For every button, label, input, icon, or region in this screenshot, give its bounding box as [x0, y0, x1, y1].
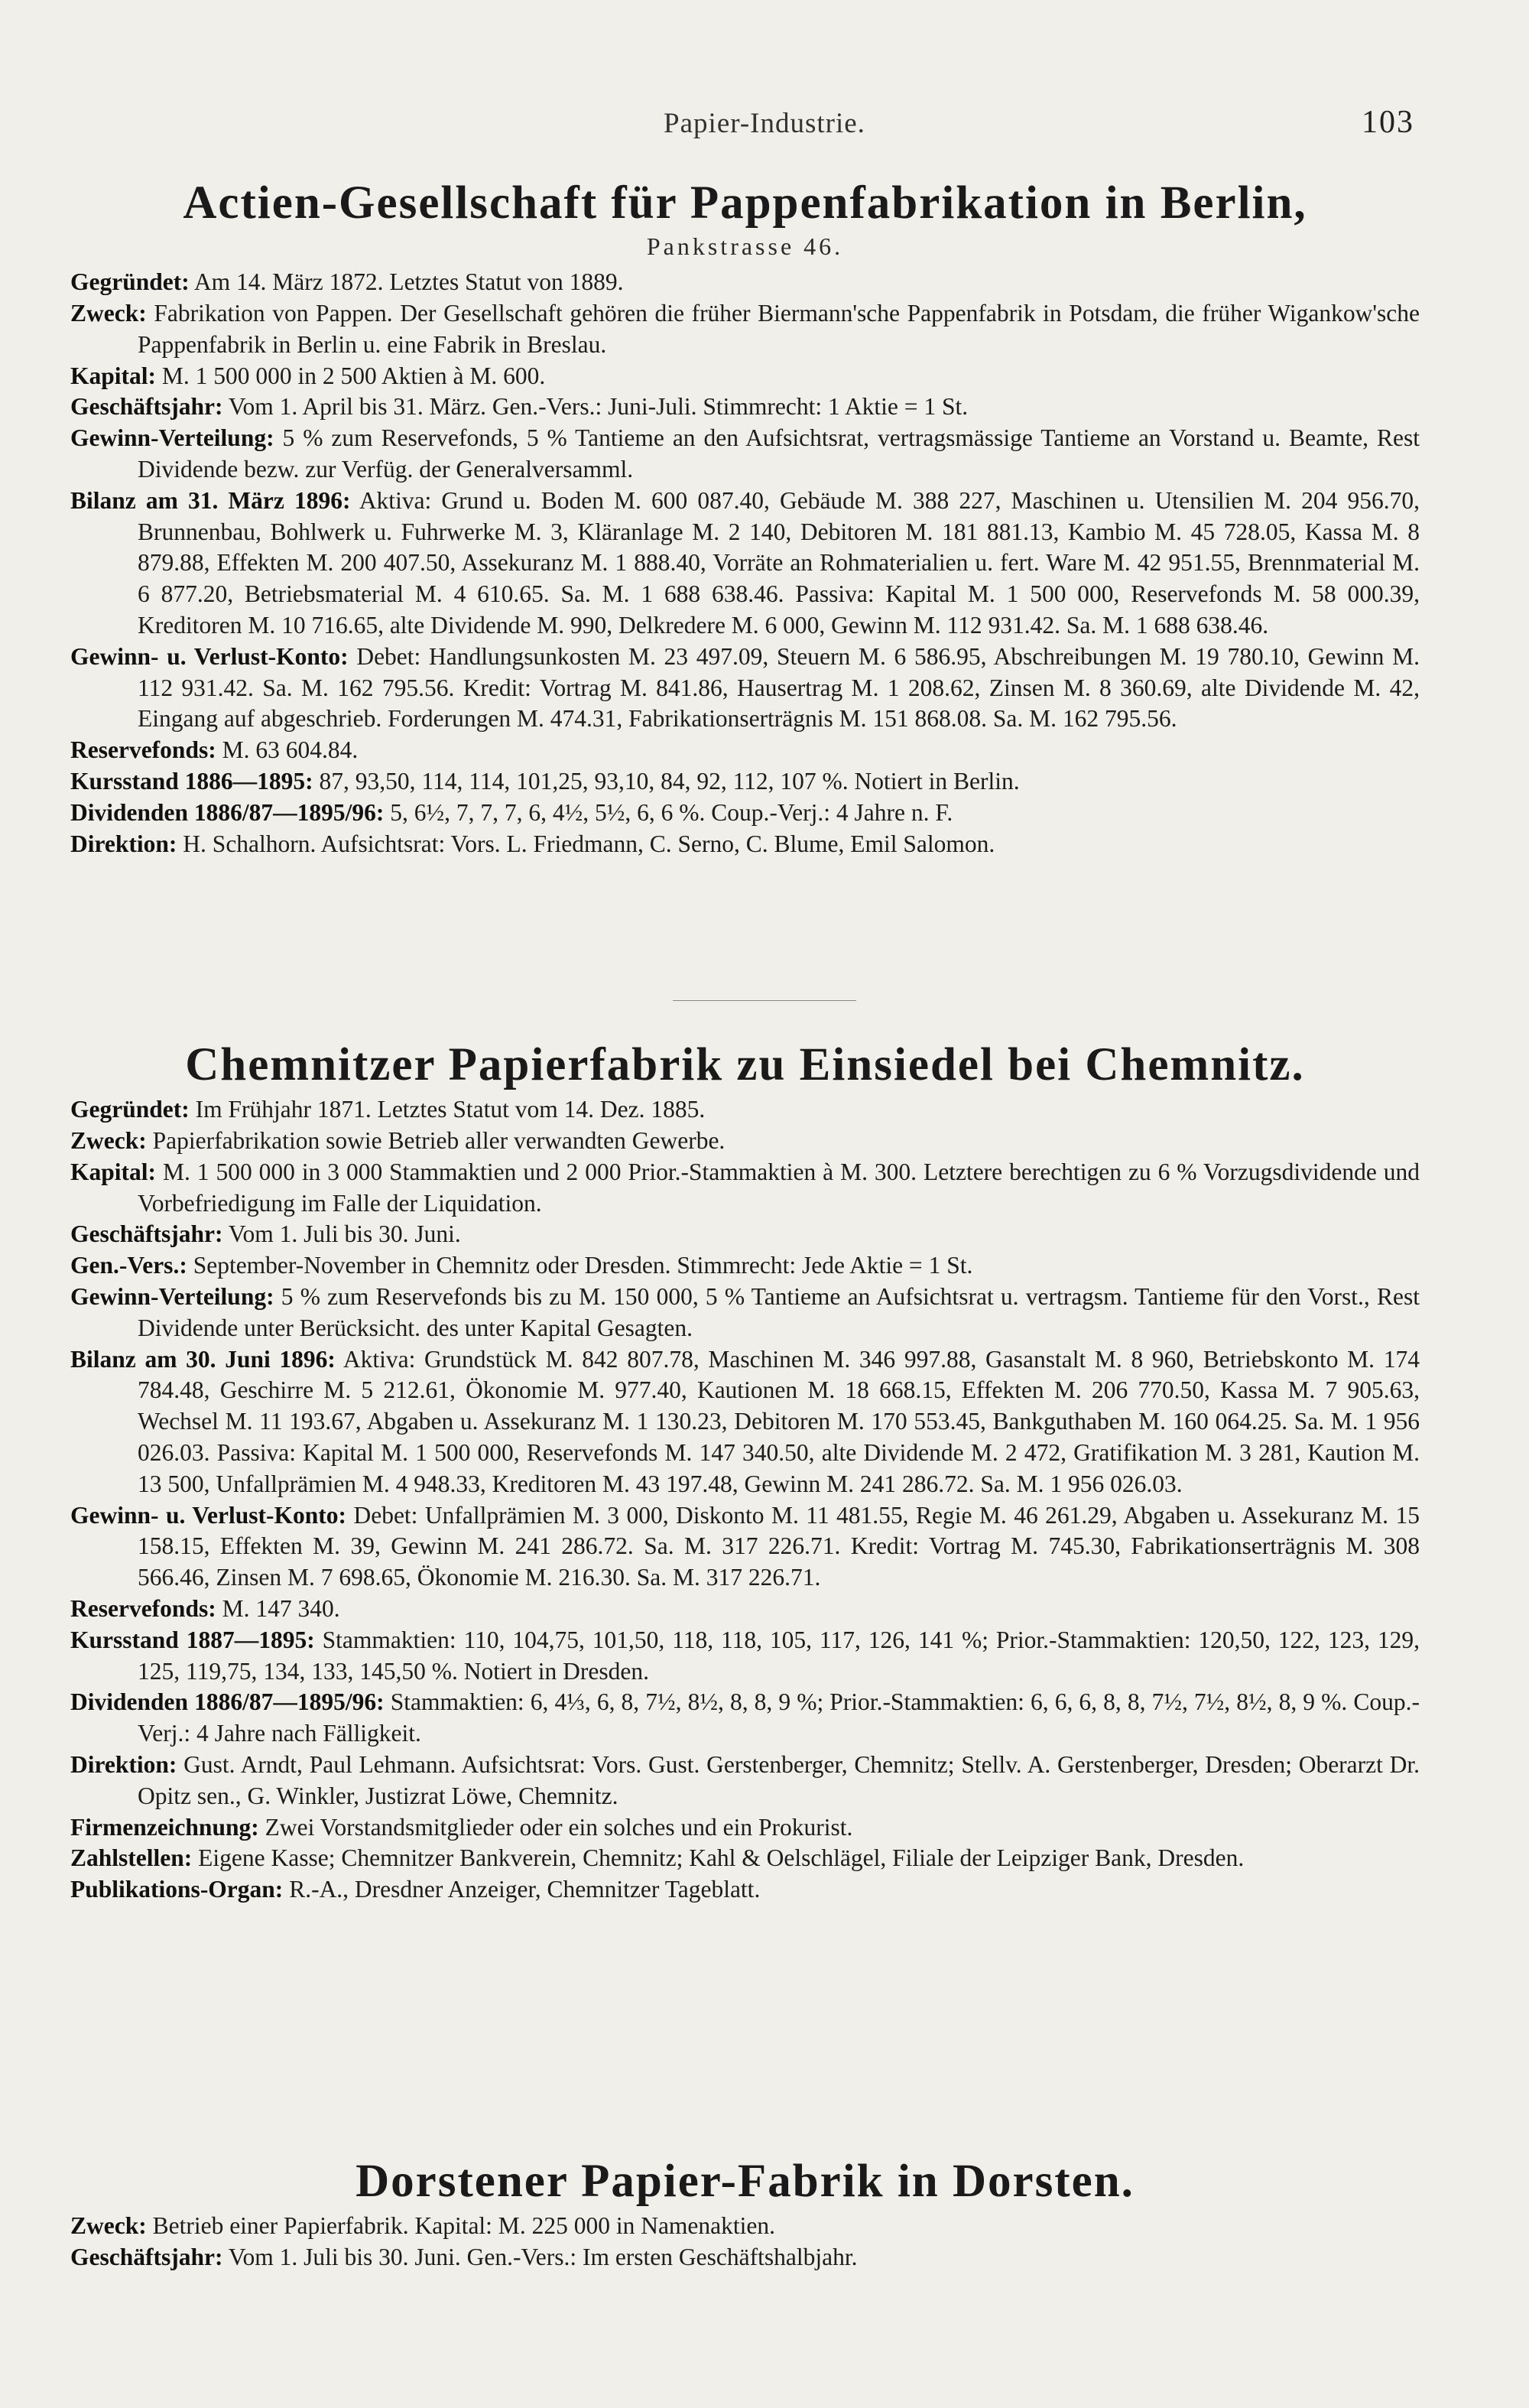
field-label: Gegründet:	[70, 1096, 190, 1123]
field-label: Geschäftsjahr:	[70, 2244, 223, 2271]
entry-paragraph	[70, 1500, 1420, 1594]
field-text: Debet: Handlungsunkosten M. 23 497.09, Steuern M. 6 586.95, Abschreibungen M. 19 780.10, Gewinn M. 112 931.42. Sa. M. 162 795.56. Kredit: Vortrag M. 841.86, Hausertrag M. 1 208.62, Zinsen M. 8 360.69, alte Dividende M. 42, Eingang auf abgeschrieb. Forderungen M. 474.31, Fabrikationserträgnis M. 151 868.08. Sa. M. 162 795.56.	[138, 642, 1420, 733]
entry-paragraph	[70, 1843, 1420, 1874]
field-label: Gen.-Vers.:	[70, 1252, 187, 1279]
entry-paragraph	[70, 267, 1420, 298]
field-label: Kursstand 1886—1895:	[70, 768, 313, 795]
field-text: Am 14. März 1872. Letztes Statut von 1889.	[189, 268, 624, 296]
field-label: Gewinn- u. Verlust-Konto:	[70, 642, 349, 670]
field-label: Zweck:	[70, 1127, 147, 1155]
entry-paragraph	[70, 735, 1420, 766]
field-text: Im Frühjahr 1871. Letztes Statut vom 14. Dez. 1885.	[189, 1096, 706, 1123]
field-label: Zweck:	[70, 2212, 147, 2240]
field-text: 5, 6½, 7, 7, 7, 6, 4½, 5½, 6, 6 %. Coup.-Verj.: 4 Jahre n. F.	[384, 798, 953, 826]
company-entry-berlin	[70, 174, 1420, 860]
field-label: Kursstand 1887—1895:	[70, 1626, 315, 1653]
entry-paragraph	[70, 1219, 1420, 1250]
field-label: Gewinn-Verteilung:	[70, 1283, 274, 1311]
field-text: M. 63 604.84.	[216, 736, 359, 764]
field-label: Gewinn- u. Verlust-Konto:	[70, 1501, 347, 1529]
entry-paragraph	[70, 1625, 1420, 1688]
page-number: 103	[1362, 105, 1414, 140]
company-title: Chemnitzer Papierfabrik zu Einsiedel bei Chemnitz.	[185, 1039, 1305, 1090]
entry-paragraph	[70, 423, 1420, 486]
field-text: Betrieb einer Papierfabrik. Kapital: M. 225 000 in Namenaktien.	[146, 2212, 775, 2240]
field-text: Stammaktien: 6, 4⅓, 6, 8, 7½, 8½, 8, 8, 9 %; Prior.-Stammaktien: 6, 6, 6, 8, 8, 7½, 7½, 8½, 8, 9 %. Coup.-Verj.: 4 Jahre nach Fälligkeit.	[138, 1688, 1420, 1747]
field-label: Bilanz am 31. März 1896:	[70, 486, 351, 514]
entry-paragraph	[70, 642, 1420, 735]
field-label: Firmenzeichnung:	[70, 1813, 259, 1841]
field-label: Gegründet:	[70, 268, 190, 296]
field-text: September-November in Chemnitz oder Dresden. Stimmrecht: Jede Aktie = 1 St.	[187, 1252, 973, 1279]
field-text: 5 % zum Reservefonds, 5 % Tantieme an den Aufsichtsrat, vertragsmässige Tantieme an Vorstand u. Beamte, Rest Dividende bezw. zur Verfüg. der Generalversamml.	[138, 424, 1420, 483]
field-label: Kapital:	[70, 1158, 157, 1185]
field-text: 87, 93,50, 114, 114, 101,25, 93,10, 84, 92, 112, 107 %. Notiert in Berlin.	[313, 768, 1020, 795]
field-text: Zwei Vorstandsmitglieder oder ein solches und ein Prokurist.	[258, 1813, 853, 1841]
entry-paragraph	[70, 1874, 1420, 1906]
entry-paragraph	[70, 298, 1420, 361]
company-entry-dorsten	[70, 2153, 1420, 2273]
field-label: Geschäftsjahr:	[70, 393, 223, 421]
field-text: Vom 1. April bis 31. März. Gen.-Vers.: Juni-Juli. Stimmrecht: 1 Aktie = 1 St.	[222, 393, 969, 421]
field-label: Publikations-Organ:	[70, 1876, 284, 1903]
field-label: Zahlstellen:	[70, 1844, 193, 1872]
entry-paragraph	[70, 2242, 1420, 2273]
entry-paragraph	[70, 2211, 1420, 2242]
entry-paragraph	[70, 1812, 1420, 1844]
field-text: 5 % zum Reservefonds bis zu M. 150 000, 5 % Tantieme an Aufsichtsrat u. vertragsm. Tantieme für den Vorst., Rest Dividende unter Berücksicht. des unter Kapital Gesagten.	[138, 1283, 1420, 1341]
field-text: Vom 1. Juli bis 30. Juni. Gen.-Vers.: Im ersten Geschäftshalbjahr.	[222, 2244, 858, 2271]
field-label: Reservefonds:	[70, 736, 216, 764]
field-text: M. 147 340.	[216, 1595, 340, 1622]
entry-paragraph	[70, 1594, 1420, 1625]
entry-paragraph	[70, 829, 1420, 860]
field-label: Reservefonds:	[70, 1595, 216, 1622]
entry-paragraph	[70, 361, 1420, 392]
section-divider	[673, 1000, 856, 1001]
field-label: Geschäftsjahr:	[70, 1220, 223, 1248]
field-text: M. 1 500 000 in 3 000 Stammaktien und 2 000 Prior.-Stammaktien à M. 300. Letztere berechtigen zu 6 % Vorzugsdividende und Vorbefriedigung im Falle der Liquidation.	[138, 1158, 1420, 1217]
field-text: Papierfabrikation sowie Betrieb aller verwandten Gewerbe.	[146, 1127, 726, 1155]
field-label: Gewinn-Verteilung:	[70, 424, 274, 452]
company-entry-chemnitz	[70, 1036, 1420, 1906]
field-text: Stammaktien: 110, 104,75, 101,50, 118, 118, 105, 117, 126, 141 %; Prior.-Stammaktien: 120,50, 122, 123, 129, 125, 119,75, 134, 133, 145,50 %. Notiert in Dresden.	[138, 1626, 1420, 1685]
entry-paragraph	[70, 1344, 1420, 1500]
field-label: Dividenden 1886/87—1895/96:	[70, 798, 385, 826]
entry-paragraph	[70, 392, 1420, 423]
entry-paragraph	[70, 1157, 1420, 1220]
running-head	[0, 107, 1529, 153]
company-title: Dorstener Papier-Fabrik in Dorsten.	[355, 2156, 1135, 2207]
field-text: Fabrikation von Pappen. Der Gesellschaft gehören die früher Biermann'sche Pappenfabrik in Potsdam, die früher Wigankow'sche Pappenfabrik in Berlin u. eine Fabrik in Breslau.	[138, 300, 1420, 358]
entry-paragraph	[70, 1250, 1420, 1282]
field-label: Direktion:	[70, 830, 177, 857]
entry-paragraph	[70, 766, 1420, 798]
running-title: Papier-Industrie.	[664, 108, 865, 139]
field-text: H. Schalhorn. Aufsichtsrat: Vors. L. Friedmann, C. Serno, C. Blume, Emil Salomon.	[177, 830, 995, 857]
company-title: Actien-Gesellschaft für Pappenfabrikation in Berlin,	[183, 177, 1307, 229]
field-text: R.-A., Dresdner Anzeiger, Chemnitzer Tageblatt.	[283, 1876, 761, 1903]
entry-paragraph	[70, 1126, 1420, 1157]
field-text: Aktiva: Grund u. Boden M. 600 087.40, Gebäude M. 388 227, Maschinen u. Utensilien M. 204 956.70, Brunnenbau, Bohlwerk u. Fuhrwerke M. 3, Kläranlage M. 2 140, Debitoren M. 181 881.13, Kambio M. 45 728.05, Kassa M. 8 879.88, Effekten M. 200 407.50, Assekuranz M. 1 888.40, Vorräte an Rohmaterialien u. fert. Ware M. 42 951.55, Brennmaterial M. 6 877.20, Betriebsmaterial M. 4 610.65. Sa. M. 1 688 638.46. Passiva: Kapital M. 1 500 000, Reservefonds M. 58 000.39, Kreditoren M. 10 716.65, alte Dividende M. 990, Delkredere M. 6 000, Gewinn M. 112 931.42. Sa. M. 1 688 638.46.	[138, 486, 1420, 639]
field-label: Dividenden 1886/87—1895/96:	[70, 1688, 385, 1716]
entry-paragraph	[70, 486, 1420, 642]
field-text: Aktiva: Grundstück M. 842 807.78, Maschinen M. 346 997.88, Gasanstalt M. 8 960, Betriebskonto M. 174 784.48, Geschirre M. 5 212.61, Ökonomie M. 977.40, Kautionen M. 18 668.15, Effekten M. 206 770.50, Kassa M. 7 905.63, Wechsel M. 11 193.67, Abgaben u. Assekuranz M. 1 130.23, Debitoren M. 170 553.45, Bankguthaben M. 160 064.25. Sa. M. 1 956 026.03. Passiva: Kapital M. 1 500 000, Reservefonds M. 147 340.50, alte Dividende M. 2 472, Gratifikation M. 3 281, Kaution M. 13 500, Unfallprämien M. 4 948.33, Kreditoren M. 43 197.48, Gewinn M. 241 286.72. Sa. M. 1 956 026.03.	[138, 1345, 1420, 1497]
field-text: Debet: Unfallprämien M. 3 000, Diskonto M. 11 481.55, Regie M. 46 261.29, Abgaben u. Assekuranz M. 15 158.15, Effekten M. 39, Gewinn M. 241 286.72. Sa. M. 317 226.71. Kredit: Vortrag M. 745.30, Fabrikationserträgnis M. 308 566.46, Zinsen M. 7 698.65, Ökonomie M. 216.30. Sa. M. 317 226.71.	[138, 1501, 1420, 1591]
company-address: Pankstrasse 46.	[646, 232, 844, 261]
entry-paragraph	[70, 798, 1420, 829]
field-label: Zweck:	[70, 300, 147, 327]
field-label: Bilanz am 30. Juni 1896:	[70, 1345, 336, 1373]
entry-paragraph	[70, 1687, 1420, 1750]
field-label: Direktion:	[70, 1750, 177, 1778]
field-text: Eigene Kasse; Chemnitzer Bankverein, Chemnitz; Kahl & Oelschlägel, Filiale der Leipziger Bank, Dresden.	[192, 1844, 1245, 1872]
entry-paragraph	[70, 1282, 1420, 1344]
field-text: Vom 1. Juli bis 30. Juni.	[222, 1220, 461, 1248]
entry-paragraph	[70, 1750, 1420, 1812]
field-text: M. 1 500 000 in 2 500 Aktien à M. 600.	[156, 362, 546, 389]
entry-paragraph	[70, 1094, 1420, 1126]
field-label: Kapital:	[70, 362, 157, 389]
field-text: Gust. Arndt, Paul Lehmann. Aufsichtsrat: Vors. Gust. Gerstenberger, Chemnitz; Stellv. A. Gerstenberger, Dresden; Oberarzt Dr. Opitz sen., G. Winkler, Justizrat Löwe, Chemnitz.	[138, 1750, 1420, 1809]
